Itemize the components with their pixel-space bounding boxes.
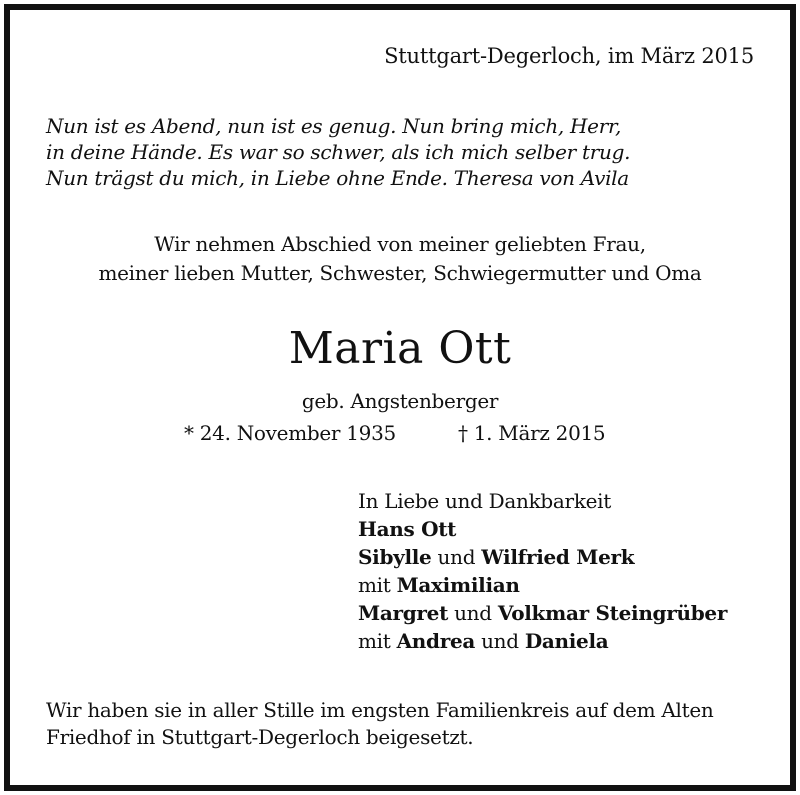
- maiden-name: geb. Angstenberger: [301, 389, 499, 413]
- mourners-block: [358, 487, 727, 655]
- burial-line: Friedhof in Stuttgart-Degerloch beigesetzt.: [46, 725, 474, 749]
- burial-line: Wir haben sie in aller Stille im engsten Familienkreis auf dem Alten: [46, 698, 714, 722]
- mourners-heading: In Liebe und Dankbarkeit: [358, 489, 612, 513]
- mourner-connector: mit: [358, 629, 397, 653]
- intro-line: meiner lieben Mutter, Schwester, Schwiegermutter und Oma: [98, 261, 702, 285]
- birth-date: * 24. November 1935: [184, 421, 396, 445]
- mourner-connector: mit: [358, 573, 397, 597]
- deceased-name: Maria Ott: [288, 323, 512, 374]
- poem-line: Nun ist es Abend, nun ist es genug. Nun bring mich, Herr,: [46, 114, 622, 138]
- mourner-row: [358, 599, 727, 627]
- poem: [46, 113, 630, 191]
- mourner-name: Daniela: [524, 629, 609, 653]
- burial-notice: [46, 697, 766, 751]
- mourner-name: Wilfried Merk: [481, 545, 635, 569]
- mourner-row: [358, 627, 727, 655]
- intro-line: Wir nehmen Abschied von meiner geliebten Frau,: [154, 232, 646, 256]
- mourner-name: Sibylle: [358, 545, 432, 569]
- mourner-name: Maximilian: [396, 573, 520, 597]
- mourner-connector: und: [475, 629, 525, 653]
- mourner-connector: und: [448, 601, 498, 625]
- mourner-name: Andrea: [396, 629, 476, 653]
- mourner-row: [358, 515, 727, 543]
- mourner-row: [358, 543, 727, 571]
- mourner-row: [358, 571, 727, 599]
- mourner-connector: und: [431, 545, 482, 569]
- mourner-name: Margret: [358, 601, 449, 625]
- mourner-name: Hans Ott: [358, 517, 457, 541]
- death-date: † 1. März 2015: [458, 421, 606, 445]
- mourner-name: Volkmar Steingrüber: [497, 601, 728, 625]
- poem-line: Nun trägst du mich, in Liebe ohne Ende. Theresa von Avila: [46, 166, 629, 190]
- place-date: Stuttgart-Degerloch, im März 2015: [384, 44, 754, 68]
- poem-line: in deine Hände. Es war so schwer, als ich mich selber trug.: [46, 140, 631, 164]
- farewell-intro: [0, 230, 800, 288]
- mourner-list: [358, 515, 727, 655]
